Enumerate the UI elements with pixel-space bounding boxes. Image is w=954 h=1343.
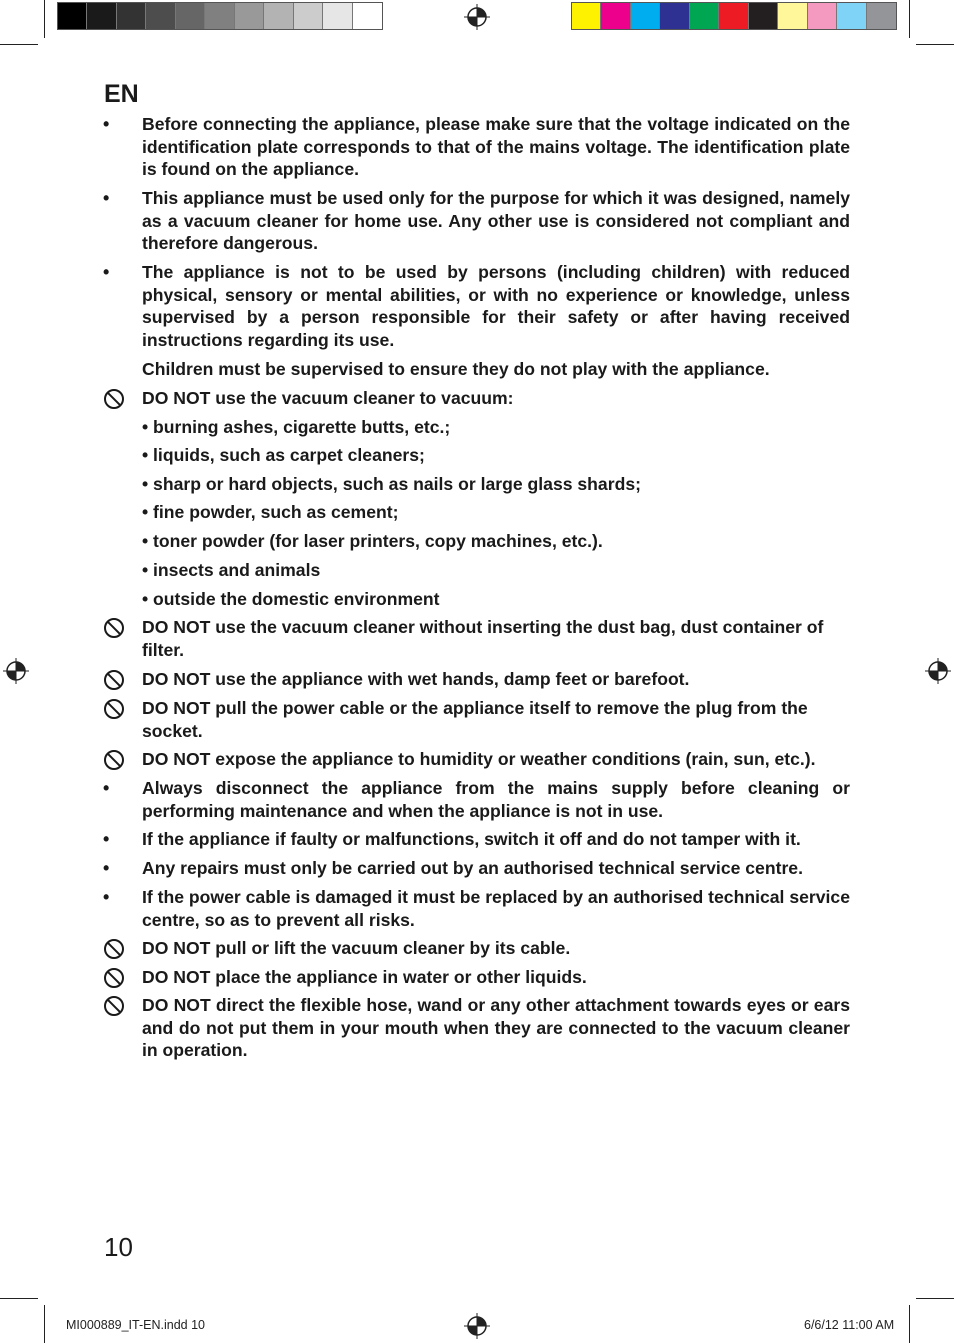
registration-mark-icon (464, 4, 490, 30)
instruction-text: • fine powder, such as cement; (142, 502, 399, 522)
bullet-icon: • (103, 887, 110, 907)
prohibited-icon (103, 669, 125, 691)
color-swatch (205, 3, 234, 29)
footer-date-label: 6/6/12 11:00 AM (804, 1318, 895, 1332)
color-swatch (660, 3, 689, 29)
prohibited-icon (103, 388, 125, 410)
color-swatch (176, 3, 205, 29)
prohibited-icon (103, 617, 125, 639)
instruction-text: This appliance must be used only for the purpose for which it was designed, namely as a vacuum cleaner for home use. Any other use is considered not compliant and therefore dangerous. (142, 188, 850, 254)
prohibited-icon (103, 698, 125, 720)
instruction-text: The appliance is not to be used by persons (including children) with reduced physical, sensory or mental abilities, or with no experience or knowledge, unless supervised by a person responsible for their safety or after having received instructions regarding its use. (142, 262, 850, 350)
registration-mark-icon (464, 1313, 490, 1339)
instruction-text: If the appliance if faulty or malfunctions, switch it off and do not tamper with it. (142, 829, 801, 849)
color-swatch (572, 3, 601, 29)
bullet-icon: • (103, 262, 110, 282)
instruction-text: • insects and animals (142, 560, 321, 580)
language-code: EN (104, 80, 139, 108)
prohibited-icon (103, 938, 125, 960)
color-swatch (353, 3, 382, 29)
registration-mark-icon (925, 658, 951, 684)
instruction-text: • outside the domestic environment (142, 589, 440, 609)
color-swatch (749, 3, 778, 29)
color-swatch (778, 3, 807, 29)
color-swatch (294, 3, 323, 29)
instruction-text: • sharp or hard objects, such as nails or large glass shards; (142, 474, 641, 494)
bullet-icon: • (103, 858, 110, 878)
prohibited-icon (103, 995, 125, 1017)
instruction-text: Always disconnect the appliance from the mains supply before cleaning or performing maintenance and when the appliance is not in use. (142, 778, 850, 821)
bullet-icon: • (103, 114, 110, 134)
color-swatch (117, 3, 146, 29)
instruction-text: DO NOT direct the flexible hose, wand or any other attachment towards eyes or ears and do not put them in your mouth when they are connected to the vacuum cleaner in operation. (142, 995, 850, 1061)
crop-mark-bl-v (44, 1305, 45, 1343)
color-swatch (808, 3, 837, 29)
color-swatch (146, 3, 175, 29)
instruction-text: DO NOT use the vacuum cleaner without inserting the dust bag, dust container of filter. (142, 617, 824, 660)
instruction-text: Before connecting the appliance, please make sure that the voltage indicated on the identification plate corresponds to that of the mains voltage. The identification plate is found on the appliance. (142, 114, 850, 180)
instruction-text: DO NOT pull the power cable or the appliance itself to remove the plug from the socket. (142, 698, 808, 741)
bullet-icon: • (103, 829, 110, 849)
color-swatch (58, 3, 87, 29)
color-swatch (87, 3, 116, 29)
crop-mark-br-v (909, 1305, 910, 1343)
crop-mark-bl-h (0, 1298, 38, 1299)
prohibited-icon (103, 967, 125, 989)
color-swatch (323, 3, 352, 29)
instruction-text: If the power cable is damaged it must be replaced by an authorised technical service centre, so as to prevent all risks. (142, 887, 850, 930)
instruction-text: • liquids, such as carpet cleaners; (142, 445, 425, 465)
process-color-bar (571, 2, 897, 30)
footer-file-label: MI000889_IT-EN.indd 10 (66, 1318, 205, 1332)
crop-mark-tl-v (44, 0, 45, 38)
color-swatch (235, 3, 264, 29)
instruction-text: DO NOT pull or lift the vacuum cleaner by its cable. (142, 938, 571, 958)
crop-mark-br-h (916, 1298, 954, 1299)
color-swatch (867, 3, 896, 29)
instruction-text: • toner powder (for laser printers, copy machines, etc.). (142, 531, 603, 551)
color-swatch (264, 3, 293, 29)
bullet-icon: • (103, 778, 110, 798)
instruction-text: DO NOT use the vacuum cleaner to vacuum: (142, 388, 514, 408)
grayscale-color-bar (57, 2, 383, 30)
instruction-text: Children must be supervised to ensure they do not play with the appliance. (142, 359, 770, 379)
color-swatch (719, 3, 748, 29)
bullet-icon: • (103, 188, 110, 208)
page-number: 10 (104, 1232, 133, 1262)
instruction-text: DO NOT place the appliance in water or other liquids. (142, 967, 587, 987)
prohibited-icon (103, 749, 125, 771)
color-swatch (690, 3, 719, 29)
color-swatch (631, 3, 660, 29)
registration-mark-icon (3, 658, 29, 684)
instruction-text: • burning ashes, cigarette butts, etc.; (142, 417, 451, 437)
crop-mark-tr-v (909, 0, 910, 38)
crop-mark-tr-h (916, 44, 954, 45)
color-swatch (837, 3, 866, 29)
crop-mark-tl-h (0, 44, 38, 45)
instruction-text: DO NOT expose the appliance to humidity or weather conditions (rain, sun, etc.). (142, 749, 816, 769)
color-swatch (601, 3, 630, 29)
instruction-text: DO NOT use the appliance with wet hands, damp feet or barefoot. (142, 669, 690, 689)
instruction-text: Any repairs must only be carried out by an authorised technical service centre. (142, 858, 803, 878)
